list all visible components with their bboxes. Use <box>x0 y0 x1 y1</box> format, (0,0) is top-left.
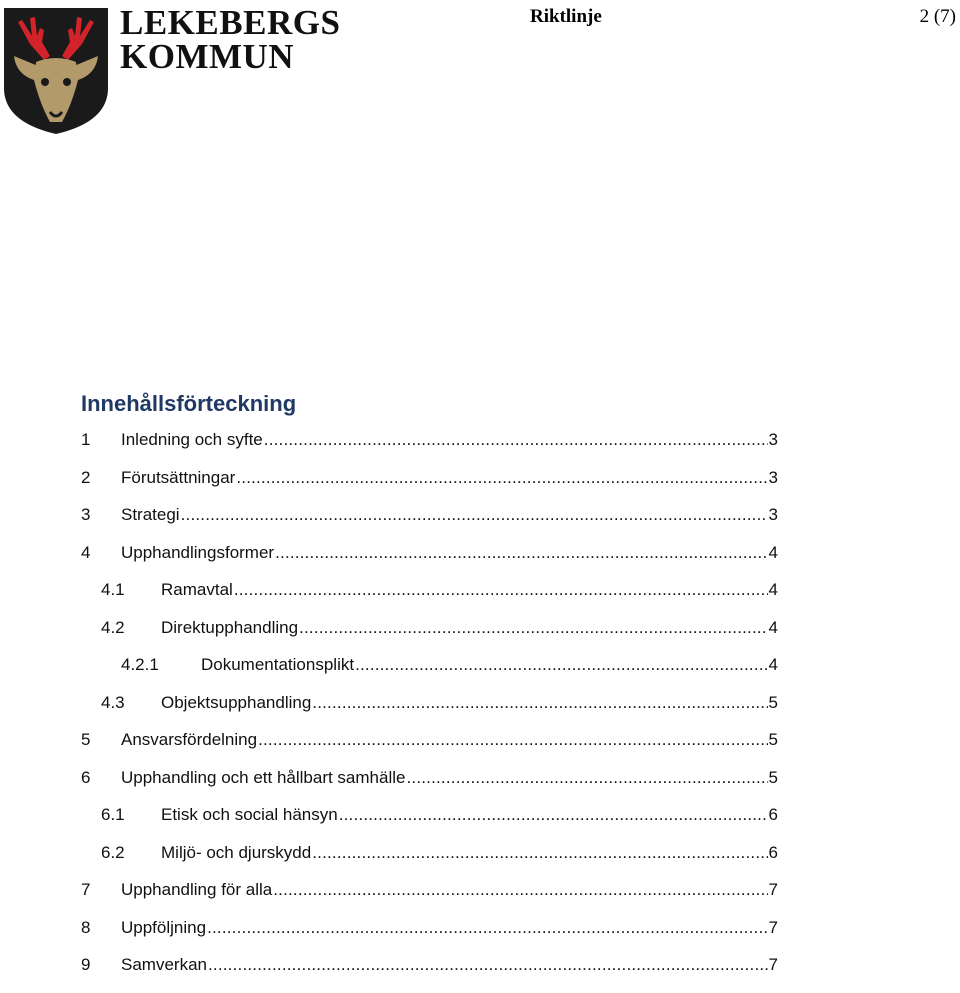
toc-entry[interactable] <box>81 880 778 918</box>
toc-entry-label: Ansvarsfördelning <box>121 730 258 749</box>
toc-entry-page: 3 <box>768 467 778 487</box>
toc-entry-page: 3 <box>768 430 778 449</box>
toc-entry[interactable] <box>81 655 778 693</box>
toc-entry-page: 4 <box>768 542 778 562</box>
toc-dot-leader <box>181 505 768 525</box>
toc-entry-page: 7 <box>768 917 778 937</box>
toc-entry-label: Direktupphandling <box>161 617 299 637</box>
toc-entry-number: 4.3 <box>101 692 125 712</box>
toc-entry-number: 5 <box>81 730 91 749</box>
toc-entry[interactable] <box>81 843 778 881</box>
toc-dot-leader <box>406 768 767 788</box>
toc-entry-label: Objektsupphandling <box>161 692 312 712</box>
toc-entry-number: 3 <box>81 505 91 524</box>
toc-entry-label: Samverkan <box>121 955 207 974</box>
toc-entry-number: 1 <box>81 430 91 449</box>
table-of-contents <box>81 430 778 993</box>
toc-entry-number: 6.2 <box>101 842 125 862</box>
toc-entry[interactable] <box>81 505 778 543</box>
toc-entry-page: 6 <box>768 805 778 824</box>
toc-entry-page: 5 <box>768 767 778 787</box>
toc-entry-page: 5 <box>768 692 778 712</box>
toc-entry-page: 6 <box>768 842 778 862</box>
toc-entry[interactable] <box>81 543 778 581</box>
toc-entry-label: Strategi <box>121 505 180 524</box>
toc-dot-leader <box>275 543 767 563</box>
toc-dot-leader <box>312 693 767 713</box>
toc-dot-leader <box>236 468 767 488</box>
toc-entry[interactable] <box>81 768 778 806</box>
toc-entry-label: Etisk och social hänsyn <box>161 805 338 824</box>
toc-dot-leader <box>355 655 767 675</box>
toc-entry-label: Upphandling för alla <box>121 880 273 899</box>
toc-entry[interactable] <box>81 805 778 843</box>
page-number: 2 (7) <box>919 6 956 27</box>
toc-entry-page: 7 <box>768 880 778 899</box>
toc-entry-number: 4.2.1 <box>121 655 159 674</box>
toc-entry-label: Förutsättningar <box>121 467 236 487</box>
toc-entry-number: 8 <box>81 917 91 937</box>
toc-entry-label: Upphandling och ett hållbart samhälle <box>121 767 406 787</box>
toc-entry-page: 4 <box>768 580 778 599</box>
brand-line2: KOMMUN <box>120 37 295 76</box>
toc-entry[interactable] <box>81 580 778 618</box>
toc-dot-leader <box>258 730 767 750</box>
toc-dot-leader <box>208 955 768 975</box>
toc-entry-number: 9 <box>81 955 91 974</box>
toc-entry-number: 2 <box>81 467 91 487</box>
coat-of-arms-logo <box>0 0 112 136</box>
toc-entry-number: 4 <box>81 542 91 562</box>
toc-dot-leader <box>312 843 767 863</box>
toc-entry-page: 3 <box>768 505 778 524</box>
toc-dot-leader <box>207 918 767 938</box>
toc-entry-number: 4.1 <box>101 580 125 599</box>
toc-dot-leader <box>273 880 767 900</box>
toc-entry[interactable] <box>81 918 778 956</box>
municipality-wordmark <box>120 3 341 76</box>
toc-entry-page: 4 <box>768 655 778 674</box>
toc-title: Innehållsförteckning <box>81 391 297 416</box>
toc-dot-leader <box>264 430 768 450</box>
toc-entry-number: 7 <box>81 880 91 899</box>
toc-entry-label: Upphandlingsformer <box>121 542 275 562</box>
toc-entry-page: 7 <box>768 955 778 974</box>
toc-entry[interactable] <box>81 430 778 468</box>
toc-entry-number: 6.1 <box>101 805 125 824</box>
toc-dot-leader <box>234 580 768 600</box>
toc-dot-leader <box>299 618 767 638</box>
toc-entry-number: 6 <box>81 767 91 787</box>
toc-entry[interactable] <box>81 618 778 656</box>
toc-entry-label: Uppföljning <box>121 917 207 937</box>
toc-dot-leader <box>339 805 768 825</box>
toc-entry-page: 4 <box>768 617 778 637</box>
toc-entry-label: Inledning och syfte <box>121 430 263 449</box>
toc-entry-page: 5 <box>768 730 778 749</box>
toc-entry[interactable] <box>81 468 778 506</box>
document-type: Riktlinje <box>530 6 602 27</box>
brand-line1: LEKEBERGS <box>120 3 341 42</box>
toc-entry[interactable] <box>81 730 778 768</box>
toc-entry-number: 4.2 <box>101 617 125 637</box>
toc-entry-label: Miljö- och djurskydd <box>161 842 312 862</box>
toc-entry-label: Dokumentationsplikt <box>201 655 355 674</box>
toc-entry-label: Ramavtal <box>161 580 233 599</box>
toc-entry[interactable] <box>81 693 778 731</box>
